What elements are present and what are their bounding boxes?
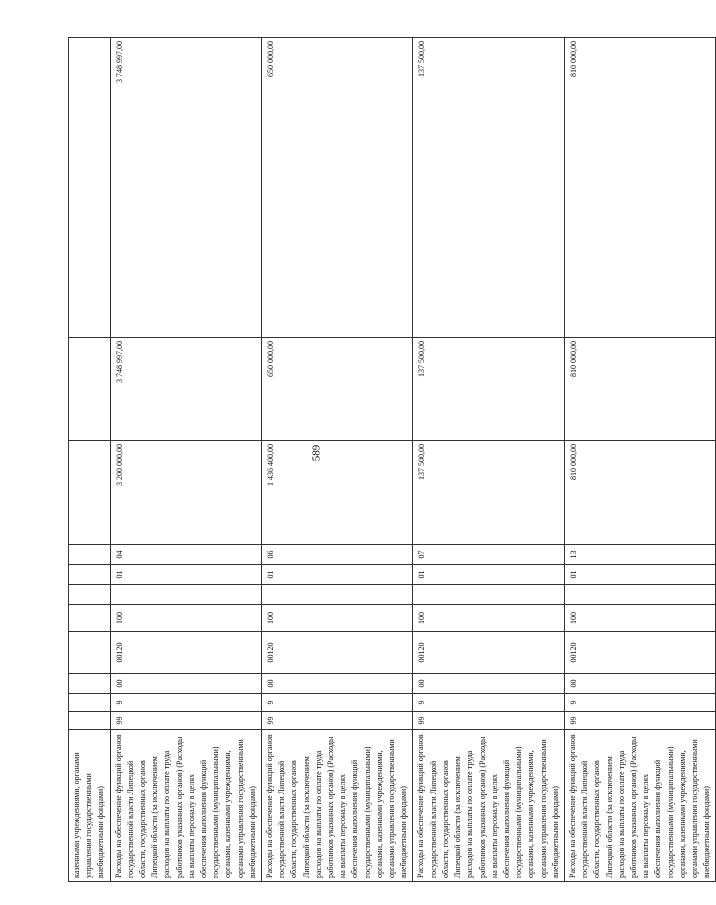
description-cell: казенными учреждениями, органами управления государственными внебюджетными фондами) [69, 730, 111, 882]
table-row [413, 38, 564, 882]
budget-table-container [68, 38, 712, 882]
empty-cell [262, 585, 413, 605]
page-number-text: 589 [310, 444, 322, 462]
description-cell: Расходы на обеспечение функций органов государственной власти Липецкой области, государственных органов Липецкой области (за исключением расходов на выплаты по оплате труда работников указанных органов) (Расходы на выплаты персоналу в целях обеспечения выполнения функций государственными (муниципальными) органами, казенными учреждениями, органами управления государственными внебюджетными фондами) [110, 730, 261, 882]
empty-cell [413, 585, 564, 605]
table-row [564, 38, 715, 882]
amount-cell: 650 000,00 [262, 338, 413, 441]
empty-cell [564, 585, 715, 605]
empty-cell [69, 694, 111, 712]
amount-cell: 810 000,00 [564, 441, 715, 545]
empty-cell [69, 441, 111, 545]
code-cell: 100 [564, 605, 715, 632]
description-cell: Расходы на обеспечение функций органов государственной власти Липецкой области, государственных органов Липецкой области (за исключением расходов на выплаты по оплате труда работников указанных органов) (Расходы на выплаты персоналу в целях обеспечения выполнения функций государственными (муниципальными) органами, казенными учреждениями, органами управления государственными внебюджетными фондами) [413, 730, 564, 882]
code-cell: 9 [262, 694, 413, 712]
amount-cell: 137 500,00 [413, 38, 564, 338]
amount-cell: 137 500,00 [413, 441, 564, 545]
code-cell: 07 [413, 545, 564, 565]
empty-cell [69, 632, 111, 674]
code-cell: 00120 [564, 632, 715, 674]
code-cell: 9 [110, 694, 261, 712]
code-cell: 04 [110, 545, 261, 565]
code-cell: 00 [110, 674, 261, 694]
empty-cell [69, 674, 111, 694]
code-cell: 00120 [262, 632, 413, 674]
code-cell: 00 [262, 674, 413, 694]
code-cell: 100 [110, 605, 261, 632]
code-cell: 01 [110, 565, 261, 585]
description-cell: Расходы на обеспечение функций органов государственной власти Липецкой области, государственных органов Липецкой области (за исключением расходов на выплаты по оплате труда работников указанных органов) (Расходы на выплаты персоналу в целях обеспечения выполнения функций государственными (муниципальными) органами, казенными учреждениями, органами управления государственными внебюджетными фондами) [564, 730, 715, 882]
code-cell: 00 [413, 674, 564, 694]
table-row [110, 38, 261, 882]
amount-cell: 3 748 997,00 [110, 338, 261, 441]
empty-cell [69, 605, 111, 632]
amount-cell: 1 436 400,00 [262, 441, 413, 545]
empty-cell [69, 545, 111, 565]
empty-cell [110, 585, 261, 605]
amount-cell: 3 748 997,00 [110, 38, 261, 338]
empty-cell [69, 565, 111, 585]
amount-cell: 137 500,00 [413, 338, 564, 441]
code-cell: 9 [413, 694, 564, 712]
empty-cell [69, 712, 111, 730]
code-cell: 01 [262, 565, 413, 585]
code-cell: 99 [413, 712, 564, 730]
code-cell: 13 [564, 545, 715, 565]
description-cell: Расходы на обеспечение функций органов государственной власти Липецкой области, государственных органов Липецкой области (за исключением расходов на выплаты по оплате труда работников указанных органов) (Расходы на выплаты персоналу в целях обеспечения выполнения функций государственными (муниципальными) органами, казенными учреждениями, органами управления государственными внебюджетными фондами) [262, 730, 413, 882]
budget-table [68, 37, 716, 882]
code-cell: 99 [564, 712, 715, 730]
code-cell: 99 [110, 712, 261, 730]
code-cell: 100 [413, 605, 564, 632]
code-cell: 01 [413, 565, 564, 585]
amount-cell: 810 000,00 [564, 338, 715, 441]
table-row [262, 38, 413, 882]
empty-cell [69, 338, 111, 441]
code-cell: 00120 [413, 632, 564, 674]
amount-cell: 650 000,00 [262, 38, 413, 338]
code-cell: 100 [262, 605, 413, 632]
code-cell: 99 [262, 712, 413, 730]
code-cell: 06 [262, 545, 413, 565]
code-cell: 9 [564, 694, 715, 712]
code-cell: 00120 [110, 632, 261, 674]
empty-cell [69, 585, 111, 605]
amount-cell: 3 200 000,00 [110, 441, 261, 545]
code-cell: 01 [564, 565, 715, 585]
code-cell: 00 [564, 674, 715, 694]
amount-cell: 810 000,00 [564, 38, 715, 338]
budget-table-rotated [68, 38, 712, 882]
empty-cell [69, 38, 111, 338]
table-row [69, 38, 111, 882]
